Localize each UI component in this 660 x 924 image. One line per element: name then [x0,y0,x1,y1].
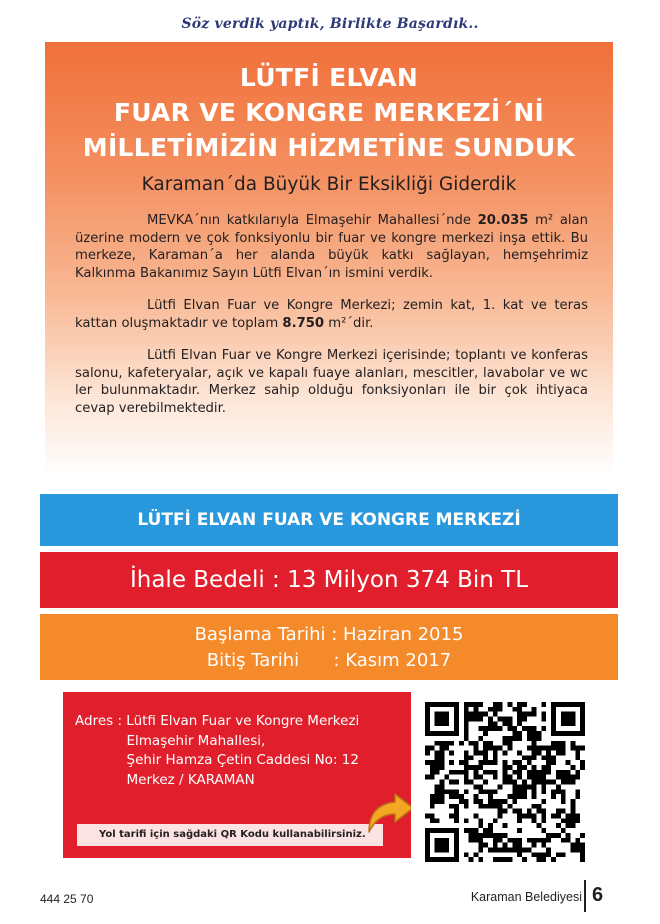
footer-publisher: Karaman Belediyesi [470,890,582,904]
page-number: 6 [592,884,604,906]
tender-cost-band: İhale Bedeli : 13 Milyon 374 Bin TL [40,552,618,608]
slogan: Söz verdik yaptık, Birlikte Başardık.. [181,16,479,32]
headline [45,60,613,165]
paragraph-2-end: m²´dir. [324,315,374,331]
start-date: Başlama Tarihi : Haziran 2015 [194,624,464,645]
paragraph-3: Lütfi Elvan Fuar ve Kongre Merkezi içerisinde; toplantı ve konferas salonu, kafeteryalar, açık ve kapalı fuaye alanları, mescitler, lavabolar ve wc ler bulunmaktadır. Merkez sahip olduğu fonksiyonları ile bir çok ihtiyaca cevap verebilmektedir. [75,348,588,416]
paragraph-2-start: Lütfi Elvan Fuar ve Kongre Merkezi; zemin kat, 1. kat ve teras kattan oluşmaktadır ve toplam [75,298,588,331]
subheading: Karaman´da Büyük Bir Eksikliği Giderdik [141,174,517,195]
footer-phone: 444 25 70 [40,892,94,906]
headline-line-3: MİLLETİMİZİN HİZMETİNE SUNDUK [82,133,576,162]
qr-panel [411,692,595,866]
qr-code[interactable] [425,702,585,862]
headline-line-2: FUAR VE KONGRE MERKEZİ´Nİ [113,98,545,127]
address-line-2: Elmaşehir Mahallesi, [75,732,266,749]
headline-line-1: LÜTFİ ELVAN [239,63,419,92]
dates-band [40,614,618,680]
address-line-4: Merkez / KARAMAN [75,771,255,788]
qr-hint: Yol tarifi için sağdaki QR Kodu kullanabilirsiniz. [77,824,383,846]
end-date: Bitiş Tarihi : Kasım 2017 [206,650,452,671]
address-line-3: Şehir Hamza Çetin Caddesi No: 12 [75,752,359,768]
total-area-value: 8.750 [282,315,325,331]
footer-divider [584,880,586,912]
paragraph-1-start: MEVKA´nın katkılarıyla Elmaşehir Mahallesi´nde [147,213,478,228]
address-line-1: Adres : Lütfi Elvan Fuar ve Kongre Merkezi [75,713,360,729]
curved-arrow-icon [363,786,417,836]
qr-modules [425,702,585,862]
paragraph-2 [75,297,588,332]
paragraph-1 [75,212,588,282]
address-box [63,692,411,858]
hero-panel [45,42,613,476]
center-name-band: LÜTFİ ELVAN FUAR VE KONGRE MERKEZİ [40,494,618,546]
land-area-value: 20.035 [477,213,529,228]
address-lines [75,712,359,790]
body-text [75,212,588,432]
paragraph-1-end: m² alan üzerine modern ve çok fonksiyonlu bir fuar ve kongre merkezi inşa ettik. Bu merkeze, Karaman´a her alanda büyük katkı sağlayan, hemşehrimiz Kalkınma Bakanımız Sayın Lütfi Elvan´ın ismini verdik. [75,213,588,281]
